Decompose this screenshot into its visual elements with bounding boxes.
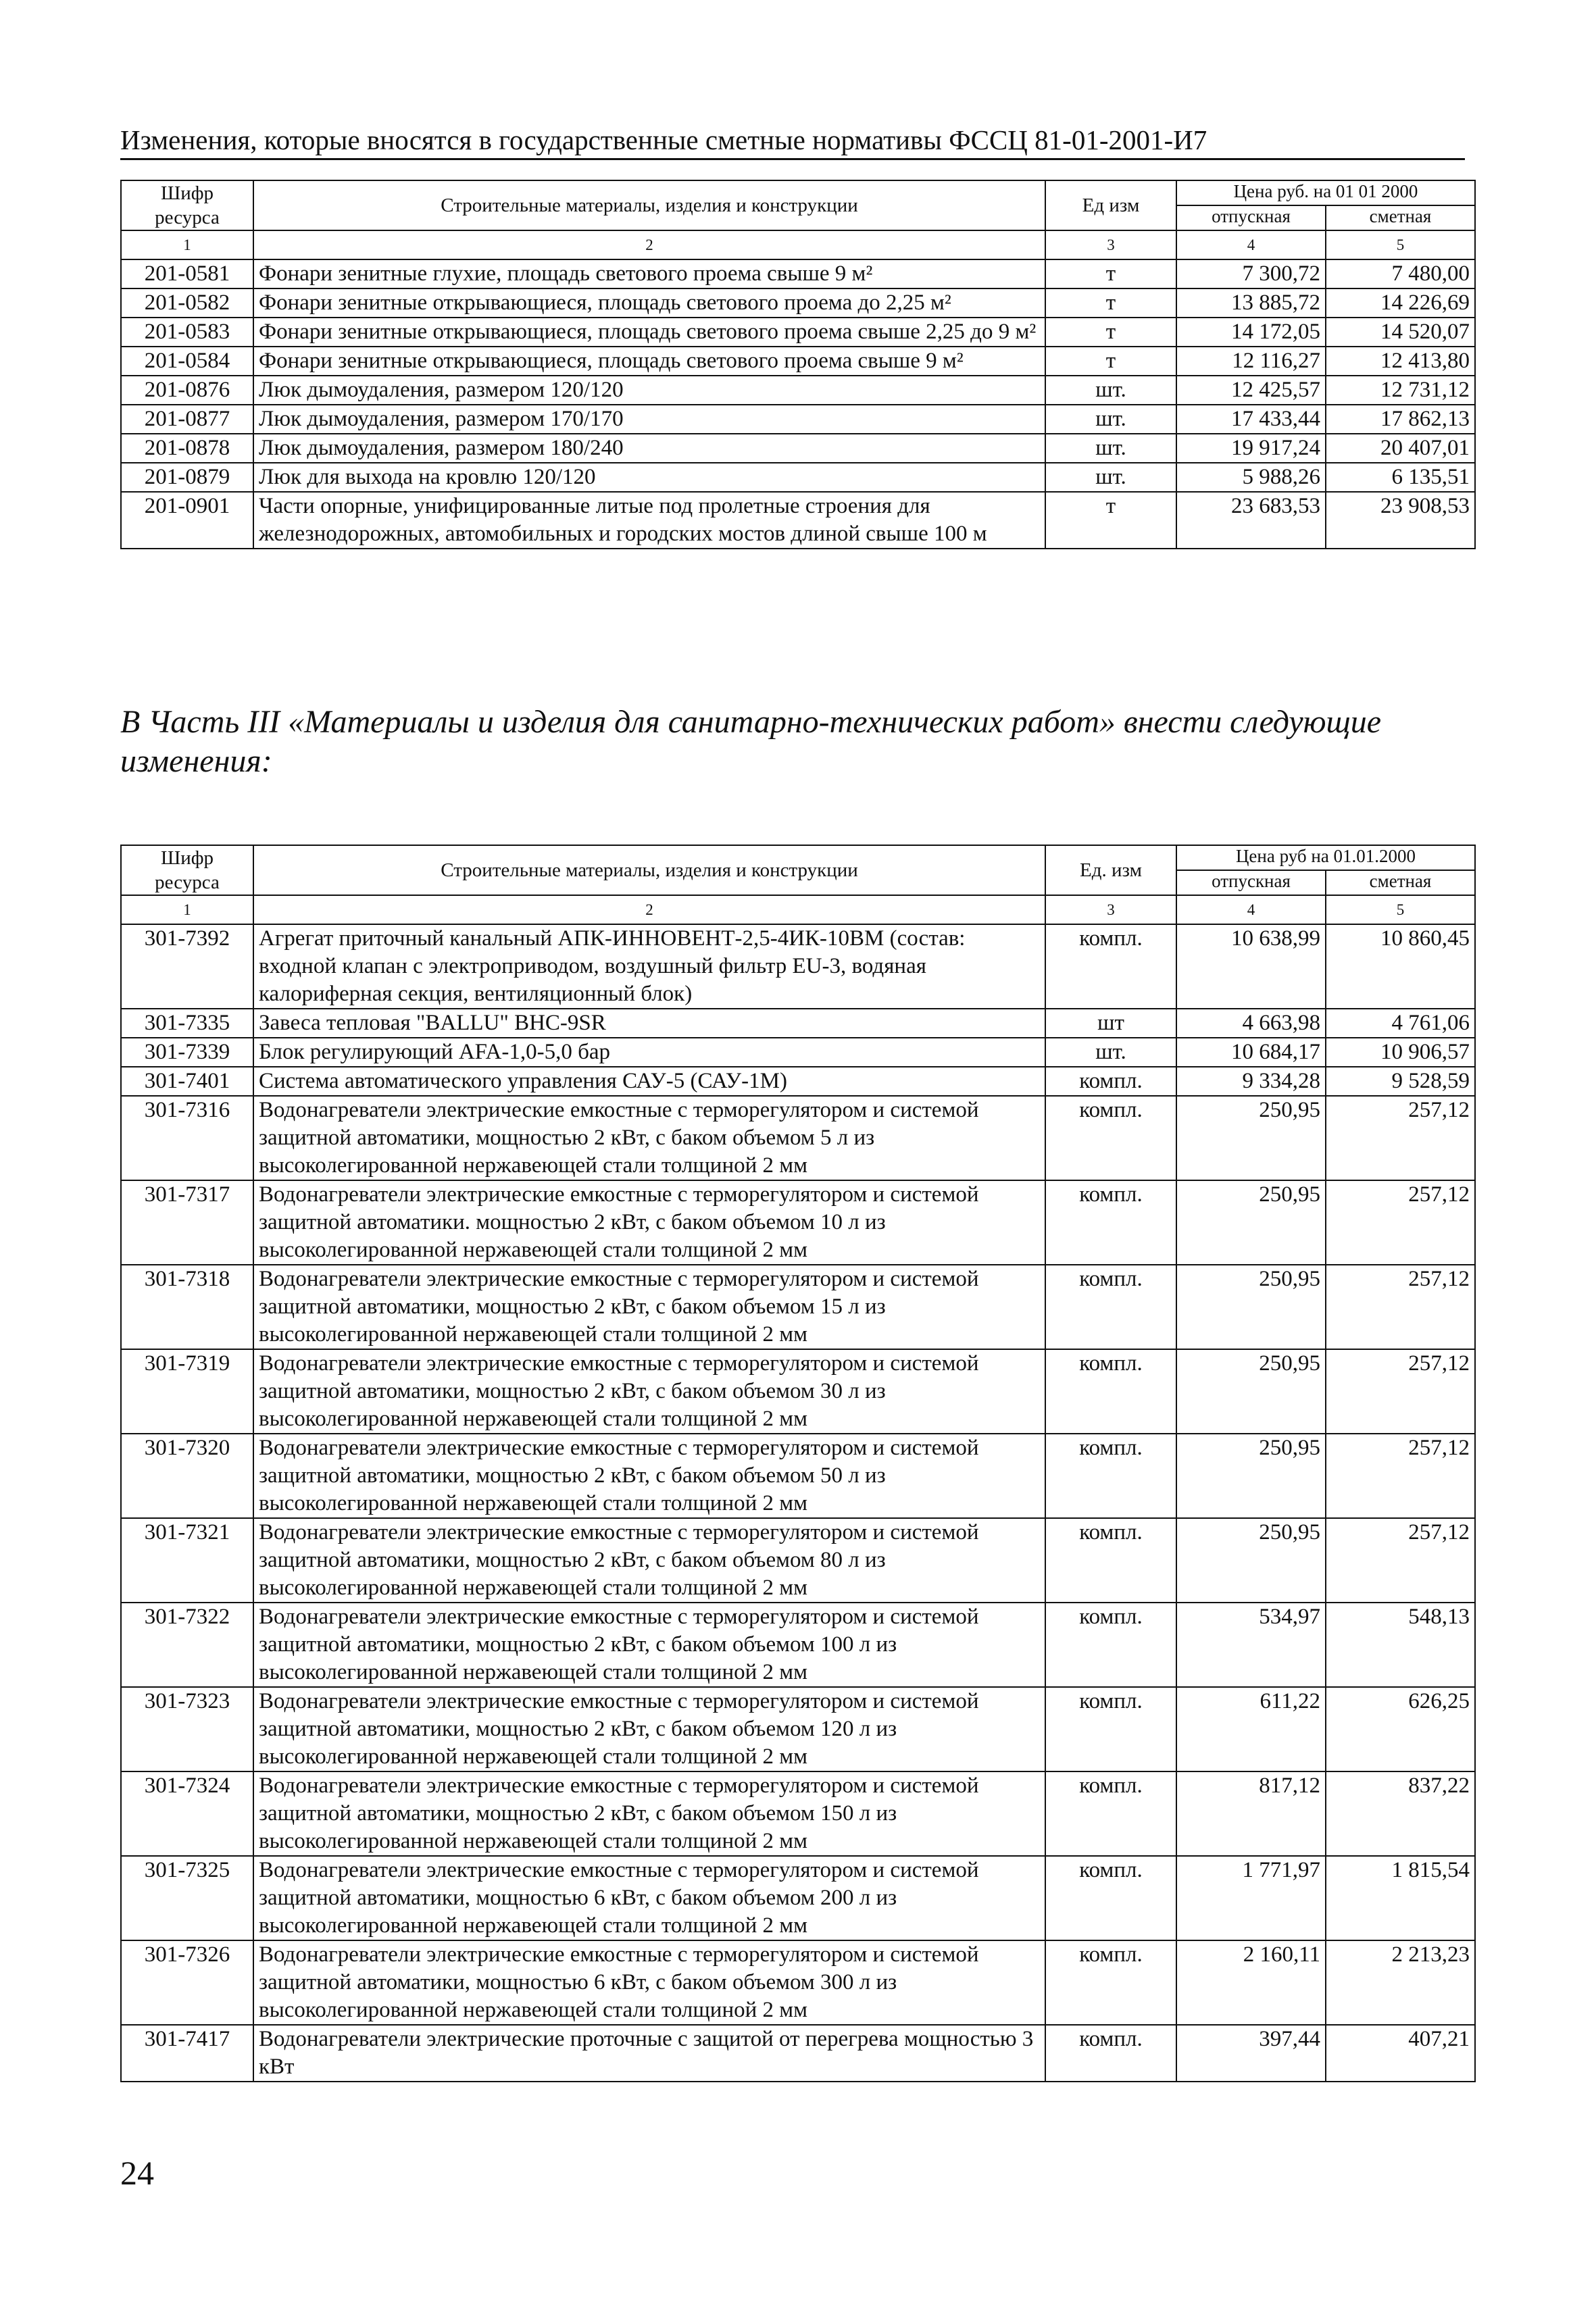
column-number-row: [121, 230, 1475, 259]
column-number: 3: [1045, 895, 1176, 924]
resource-code: 301-7326: [121, 1940, 253, 2025]
header-release-price: отпускная: [1176, 870, 1326, 895]
material-name: Система автоматического управления САУ-5 (САУ-1М): [253, 1067, 1045, 1096]
column-number: 5: [1326, 230, 1475, 259]
material-name: Водонагреватели электрические емкостные с терморегулятором и системой защитной автоматики, мощностью 2 кВт, с баком объемом 5 л из высоколегированной нержавеющей стали толщиной 2 мм: [253, 1096, 1045, 1180]
release-price: 250,95: [1176, 1265, 1326, 1349]
material-name: Водонагреватели электрические емкостные с терморегулятором и системой защитной автоматики, мощностью 2 кВт, с баком объемом 100 л из высоколегированной нержавеющей стали толщиной 2 мм: [253, 1603, 1045, 1687]
table-body: [121, 259, 1475, 549]
header-unit: Ед изм: [1045, 180, 1176, 230]
release-price: 250,95: [1176, 1096, 1326, 1180]
column-number-row: [121, 895, 1475, 924]
resource-code: 201-0584: [121, 347, 253, 376]
unit-of-measure: компл.: [1045, 1265, 1176, 1349]
estimate-price: 257,12: [1326, 1434, 1475, 1518]
estimate-price: 837,22: [1326, 1771, 1475, 1856]
estimate-price: 7 480,00: [1326, 259, 1475, 288]
resource-code: 301-7323: [121, 1687, 253, 1771]
release-price: 9 334,28: [1176, 1067, 1326, 1096]
table-row: [121, 347, 1475, 376]
material-name: Люк для выхода на кровлю 120/120: [253, 463, 1045, 492]
table-row: [121, 1180, 1475, 1265]
unit-of-measure: компл.: [1045, 1434, 1176, 1518]
unit-of-measure: компл.: [1045, 1518, 1176, 1603]
resource-code: 201-0583: [121, 318, 253, 347]
header-unit: Ед. изм: [1045, 845, 1176, 895]
material-name: Водонагреватели электрические емкостные с терморегулятором и системой защитной автоматики, мощностью 2 кВт, с баком объемом 150 л из высоколегированной нержавеющей стали толщиной 2 мм: [253, 1771, 1045, 1856]
release-price: 250,95: [1176, 1180, 1326, 1265]
material-name: Люк дымоудаления, размером 170/170: [253, 405, 1045, 434]
resource-code: 301-7335: [121, 1009, 253, 1038]
release-price: 14 172,05: [1176, 318, 1326, 347]
unit-of-measure: шт: [1045, 1009, 1176, 1038]
material-name: Водонагреватели электрические емкостные с терморегулятором и системой защитной автоматики, мощностью 6 кВт, с баком объемом 300 л из высоколегированной нержавеющей стали толщиной 2 мм: [253, 1940, 1045, 2025]
material-name: Водонагреватели электрические емкостные с терморегулятором и системой защитной автоматики, мощностью 2 кВт, с баком объемом 120 л из высоколегированной нержавеющей стали толщиной 2 мм: [253, 1687, 1045, 1771]
material-name: Завеса тепловая "BALLU" BHC-9SR: [253, 1009, 1045, 1038]
table-row: [121, 1038, 1475, 1067]
estimate-price: 2 213,23: [1326, 1940, 1475, 2025]
table-row: [121, 1687, 1475, 1771]
estimate-price: 6 135,51: [1326, 463, 1475, 492]
header-estimate-price: сметная: [1326, 205, 1475, 230]
header-code: Шифр ресурса: [121, 845, 253, 895]
release-price: 534,97: [1176, 1603, 1326, 1687]
estimate-price: 10 860,45: [1326, 924, 1475, 1009]
table-row: [121, 463, 1475, 492]
release-price: 1 771,97: [1176, 1856, 1326, 1940]
header-code: Шифр ресурса: [121, 180, 253, 230]
table-row: [121, 1603, 1475, 1687]
table-row: [121, 1856, 1475, 1940]
resource-code: 201-0877: [121, 405, 253, 434]
release-price: 250,95: [1176, 1349, 1326, 1434]
column-number: 3: [1045, 230, 1176, 259]
unit-of-measure: компл.: [1045, 1771, 1176, 1856]
release-price: 23 683,53: [1176, 492, 1326, 549]
release-price: 10 638,99: [1176, 924, 1326, 1009]
unit-of-measure: шт.: [1045, 463, 1176, 492]
unit-of-measure: компл.: [1045, 1180, 1176, 1265]
estimate-price: 4 761,06: [1326, 1009, 1475, 1038]
table-row: [121, 1771, 1475, 1856]
unit-of-measure: компл.: [1045, 1067, 1176, 1096]
table-row: [121, 492, 1475, 549]
unit-of-measure: т: [1045, 288, 1176, 318]
material-name: Агрегат приточный канальный АПК-ИННОВЕНТ-2,5-4ИК-10ВМ (состав: входной клапан с электроприводом, воздушный фильтр EU-3, водяная калориферная секция, вентиляционный блок): [253, 924, 1045, 1009]
column-number: 4: [1176, 230, 1326, 259]
estimate-price: 10 906,57: [1326, 1038, 1475, 1067]
table-row: [121, 1009, 1475, 1038]
unit-of-measure: компл.: [1045, 1349, 1176, 1434]
unit-of-measure: шт.: [1045, 376, 1176, 405]
estimate-price: 23 908,53: [1326, 492, 1475, 549]
release-price: 5 988,26: [1176, 463, 1326, 492]
material-name: Фонари зенитные глухие, площадь светового проема свыше 9 м²: [253, 259, 1045, 288]
table-header-row: [121, 180, 1475, 205]
unit-of-measure: компл.: [1045, 1603, 1176, 1687]
release-price: 10 684,17: [1176, 1038, 1326, 1067]
table-row: [121, 288, 1475, 318]
table-row: [121, 1518, 1475, 1603]
header-name: Строительные материалы, изделия и конструкции: [253, 180, 1045, 230]
resource-code: 301-7339: [121, 1038, 253, 1067]
resource-code: 301-7392: [121, 924, 253, 1009]
estimate-price: 9 528,59: [1326, 1067, 1475, 1096]
resource-code: 301-7401: [121, 1067, 253, 1096]
material-name: Фонари зенитные открывающиеся, площадь светового проема свыше 9 м²: [253, 347, 1045, 376]
header-estimate-price: сметная: [1326, 870, 1475, 895]
release-price: 17 433,44: [1176, 405, 1326, 434]
table-row: [121, 405, 1475, 434]
estimate-price: 257,12: [1326, 1518, 1475, 1603]
unit-of-measure: шт.: [1045, 434, 1176, 463]
table-row: [121, 1434, 1475, 1518]
table-row: [121, 259, 1475, 288]
estimate-price: 14 520,07: [1326, 318, 1475, 347]
header-rule: [120, 158, 1465, 160]
material-name: Водонагреватели электрические емкостные с терморегулятором и системой защитной автоматики, мощностью 6 кВт, с баком объемом 200 л из высоколегированной нержавеющей стали толщиной 2 мм: [253, 1856, 1045, 1940]
resource-code: 301-7318: [121, 1265, 253, 1349]
material-name: Фонари зенитные открывающиеся, площадь светового проема свыше 2,25 до 9 м²: [253, 318, 1045, 347]
price-table-1: [120, 180, 1476, 549]
estimate-price: 257,12: [1326, 1349, 1475, 1434]
release-price: 397,44: [1176, 2025, 1326, 2082]
estimate-price: 1 815,54: [1326, 1856, 1475, 1940]
estimate-price: 626,25: [1326, 1687, 1475, 1771]
material-name: Водонагреватели электрические емкостные с терморегулятором и системой защитной автоматики, мощностью 2 кВт, с баком объемом 80 л из высоколегированной нержавеющей стали толщиной 2 мм: [253, 1518, 1045, 1603]
table-row: [121, 434, 1475, 463]
unit-of-measure: т: [1045, 492, 1176, 549]
unit-of-measure: компл.: [1045, 1856, 1176, 1940]
table-row: [121, 1096, 1475, 1180]
release-price: 13 885,72: [1176, 288, 1326, 318]
unit-of-measure: компл.: [1045, 1940, 1176, 2025]
table-row: [121, 2025, 1475, 2082]
resource-code: 201-0878: [121, 434, 253, 463]
estimate-price: 17 862,13: [1326, 405, 1475, 434]
resource-code: 301-7320: [121, 1434, 253, 1518]
material-name: Водонагреватели электрические емкостные с терморегулятором и системой защитной автоматики, мощностью 2 кВт, с баком объемом 50 л из высоколегированной нержавеющей стали толщиной 2 мм: [253, 1434, 1045, 1518]
header-name: Строительные материалы, изделия и конструкции: [253, 845, 1045, 895]
table-row: [121, 924, 1475, 1009]
material-name: Люк дымоудаления, размером 180/240: [253, 434, 1045, 463]
header-price-group: Цена руб. на 01 01 2000: [1176, 180, 1475, 205]
release-price: 4 663,98: [1176, 1009, 1326, 1038]
column-number: 4: [1176, 895, 1326, 924]
estimate-price: 14 226,69: [1326, 288, 1475, 318]
release-price: 19 917,24: [1176, 434, 1326, 463]
unit-of-measure: компл.: [1045, 1096, 1176, 1180]
estimate-price: 407,21: [1326, 2025, 1475, 2082]
release-price: 2 160,11: [1176, 1940, 1326, 2025]
table-row: [121, 1349, 1475, 1434]
resource-code: 301-7325: [121, 1856, 253, 1940]
table-row: [121, 1067, 1475, 1096]
resource-code: 301-7316: [121, 1096, 253, 1180]
material-name: Фонари зенитные открывающиеся, площадь светового проема до 2,25 м²: [253, 288, 1045, 318]
material-name: Блок регулирующий AFA-1,0-5,0 бар: [253, 1038, 1045, 1067]
material-name: Люк дымоудаления, размером 120/120: [253, 376, 1045, 405]
release-price: 250,95: [1176, 1434, 1326, 1518]
estimate-price: 12 731,12: [1326, 376, 1475, 405]
resource-code: 301-7324: [121, 1771, 253, 1856]
table-body: [121, 924, 1475, 2082]
column-number: 1: [121, 230, 253, 259]
resource-code: 201-0879: [121, 463, 253, 492]
column-number: 2: [253, 230, 1045, 259]
resource-code: 301-7319: [121, 1349, 253, 1434]
unit-of-measure: компл.: [1045, 1687, 1176, 1771]
section-heading: В Часть III «Материалы и изделия для санитарно-технических работ» внести следующие изменения:: [120, 704, 1382, 779]
material-name: Водонагреватели электрические емкостные с терморегулятором и системой защитной автоматики, мощностью 2 кВт, с баком объемом 15 л из высоколегированной нержавеющей стали толщиной 2 мм: [253, 1265, 1045, 1349]
resource-code: 301-7321: [121, 1518, 253, 1603]
unit-of-measure: т: [1045, 259, 1176, 288]
column-number: 5: [1326, 895, 1475, 924]
estimate-price: 20 407,01: [1326, 434, 1475, 463]
running-header: Изменения, которые вносятся в государственные сметные нормативы ФССЦ 81-01-2001-И7: [120, 124, 1207, 155]
header-release-price: отпускная: [1176, 205, 1326, 230]
resource-code: 301-7322: [121, 1603, 253, 1687]
release-price: 611,22: [1176, 1687, 1326, 1771]
price-table-2: [120, 845, 1476, 2082]
release-price: 817,12: [1176, 1771, 1326, 1856]
unit-of-measure: т: [1045, 318, 1176, 347]
material-name: Водонагреватели электрические проточные с защитой от перегрева мощностью 3 кВт: [253, 2025, 1045, 2082]
resource-code: 301-7417: [121, 2025, 253, 2082]
release-price: 12 425,57: [1176, 376, 1326, 405]
unit-of-measure: компл.: [1045, 924, 1176, 1009]
estimate-price: 257,12: [1326, 1180, 1475, 1265]
estimate-price: 12 413,80: [1326, 347, 1475, 376]
unit-of-measure: т: [1045, 347, 1176, 376]
resource-code: 201-0582: [121, 288, 253, 318]
table-header-row: [121, 845, 1475, 870]
estimate-price: 548,13: [1326, 1603, 1475, 1687]
estimate-price: 257,12: [1326, 1096, 1475, 1180]
release-price: 12 116,27: [1176, 347, 1326, 376]
material-name: Водонагреватели электрические емкостные с терморегулятором и системой защитной автоматики, мощностью 2 кВт, с баком объемом 30 л из высоколегированной нержавеющей стали толщиной 2 мм: [253, 1349, 1045, 1434]
material-name: Водонагреватели электрические емкостные с терморегулятором и системой защитной автоматики. мощностью 2 кВт, с баком объемом 10 л из высоколегированной нержавеющей стали толщиной 2 мм: [253, 1180, 1045, 1265]
unit-of-measure: шт.: [1045, 1038, 1176, 1067]
unit-of-measure: шт.: [1045, 405, 1176, 434]
resource-code: 201-0876: [121, 376, 253, 405]
table-row: [121, 318, 1475, 347]
table-row: [121, 376, 1475, 405]
column-number: 2: [253, 895, 1045, 924]
table-row: [121, 1940, 1475, 2025]
header-price-group: Цена руб на 01.01.2000: [1176, 845, 1475, 870]
resource-code: 201-0901: [121, 492, 253, 549]
unit-of-measure: компл.: [1045, 2025, 1176, 2082]
material-name: Части опорные, унифицированные литые под пролетные строения для железнодорожных, автомобильных и городских мостов длиной свыше 100 м: [253, 492, 1045, 549]
release-price: 7 300,72: [1176, 259, 1326, 288]
column-number: 1: [121, 895, 253, 924]
table-row: [121, 1265, 1475, 1349]
resource-code: 201-0581: [121, 259, 253, 288]
page-number: 24: [120, 2154, 154, 2192]
estimate-price: 257,12: [1326, 1265, 1475, 1349]
resource-code: 301-7317: [121, 1180, 253, 1265]
release-price: 250,95: [1176, 1518, 1326, 1603]
